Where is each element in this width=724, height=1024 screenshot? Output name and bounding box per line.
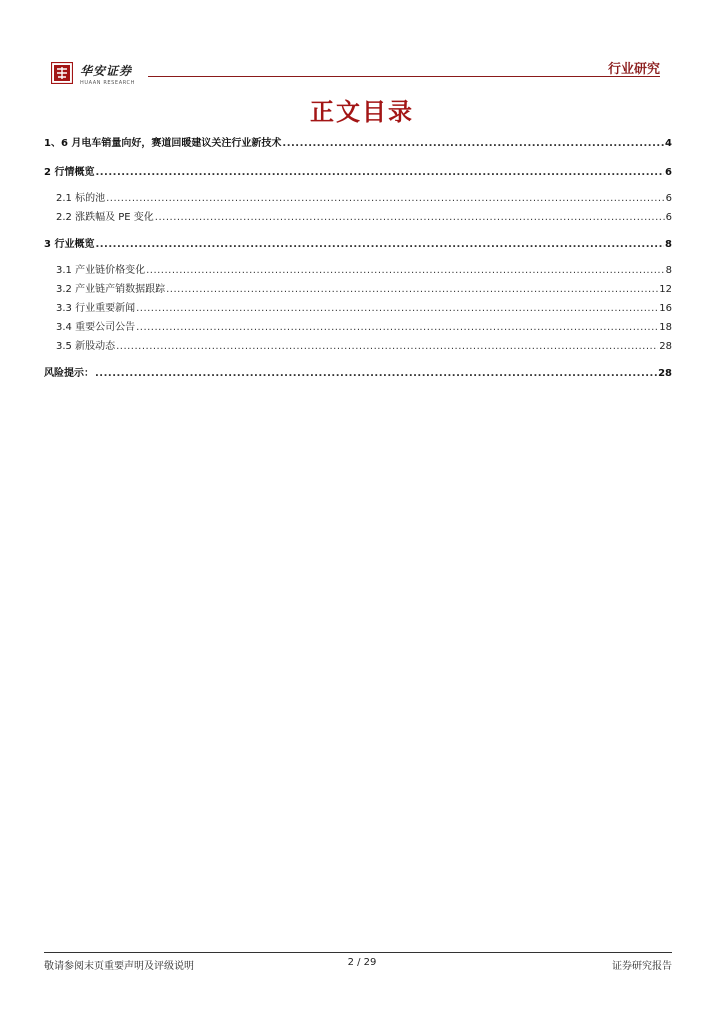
toc-entry-page: 28 bbox=[659, 341, 672, 352]
toc-entry-label: 3.3 行业重要新闻 bbox=[56, 303, 136, 314]
toc-dot-leader bbox=[136, 303, 658, 314]
toc-entry[interactable] bbox=[44, 189, 672, 204]
toc-dot-leader bbox=[282, 138, 664, 149]
toc-entry[interactable] bbox=[44, 299, 672, 314]
toc-entry-page: 28 bbox=[658, 368, 672, 379]
toc-dot-leader bbox=[106, 193, 665, 204]
toc-dot-leader bbox=[95, 167, 664, 178]
toc-entry-label: 3 行业概览 bbox=[44, 239, 95, 250]
logo-chinese-name: 华安证券 bbox=[80, 64, 133, 78]
toc-entry-label: 2.2 涨跌幅及 PE 变化 bbox=[56, 212, 154, 223]
toc-entry[interactable] bbox=[44, 208, 672, 223]
toc-entry-label: 2.1 标的池 bbox=[56, 193, 106, 204]
report-category: 行业研究 bbox=[607, 62, 660, 77]
toc-entry-page: 12 bbox=[659, 284, 672, 295]
toc-dot-leader bbox=[136, 322, 658, 333]
logo-text bbox=[80, 62, 135, 86]
toc-entry-page: 8 bbox=[665, 239, 672, 250]
toc-dot-leader bbox=[166, 284, 658, 295]
huaan-logo-icon bbox=[51, 62, 73, 84]
toc-entry-page: 6 bbox=[665, 193, 672, 204]
report-type: 证券研究报告 bbox=[612, 961, 672, 972]
toc-entry-label: 风险提示： bbox=[44, 368, 94, 379]
toc-entry[interactable] bbox=[44, 337, 672, 352]
toc-entry-page: 16 bbox=[659, 303, 672, 314]
toc-entry-label: 3.5 新股动态 bbox=[56, 341, 116, 352]
page-number: 2 / 29 bbox=[347, 957, 377, 968]
toc-entry-label: 3.4 重要公司公告 bbox=[56, 322, 136, 333]
toc-entry-page: 6 bbox=[665, 167, 672, 178]
toc-entry-label: 3.2 产业链产销数据跟踪 bbox=[56, 284, 166, 295]
toc-entry-page: 4 bbox=[665, 138, 672, 149]
toc-entry-label: 1、6 月电车销量向好，赛道回暖建议关注行业新技术 bbox=[44, 138, 282, 149]
toc-entry[interactable] bbox=[44, 261, 672, 276]
toc-dot-leader bbox=[155, 212, 665, 223]
toc-entry[interactable] bbox=[44, 364, 672, 379]
logo-english-name: HUAAN RESEARCH bbox=[80, 80, 135, 86]
header-divider bbox=[148, 76, 660, 77]
toc-dot-leader bbox=[146, 265, 665, 276]
footer-disclaimer: 敬请参阅末页重要声明及评级说明 bbox=[44, 961, 194, 972]
toc-dot-leader bbox=[95, 368, 657, 379]
toc-entry[interactable] bbox=[44, 163, 672, 178]
toc-dot-leader bbox=[95, 239, 664, 250]
toc-entry-label: 2 行情概览 bbox=[44, 167, 95, 178]
footer-divider bbox=[44, 952, 672, 953]
toc-title: 正文目录 bbox=[310, 98, 414, 126]
toc-entry[interactable] bbox=[44, 318, 672, 333]
toc-entry-page: 18 bbox=[659, 322, 672, 333]
toc-entry[interactable] bbox=[44, 134, 672, 149]
toc-entry-page: 6 bbox=[665, 212, 672, 223]
toc-dot-leader bbox=[116, 341, 658, 352]
toc-entry-page: 8 bbox=[665, 265, 672, 276]
page-header bbox=[0, 0, 724, 90]
toc-entry-label: 3.1 产业链价格变化 bbox=[56, 265, 146, 276]
toc-entry[interactable] bbox=[44, 235, 672, 250]
toc-entry[interactable] bbox=[44, 280, 672, 295]
